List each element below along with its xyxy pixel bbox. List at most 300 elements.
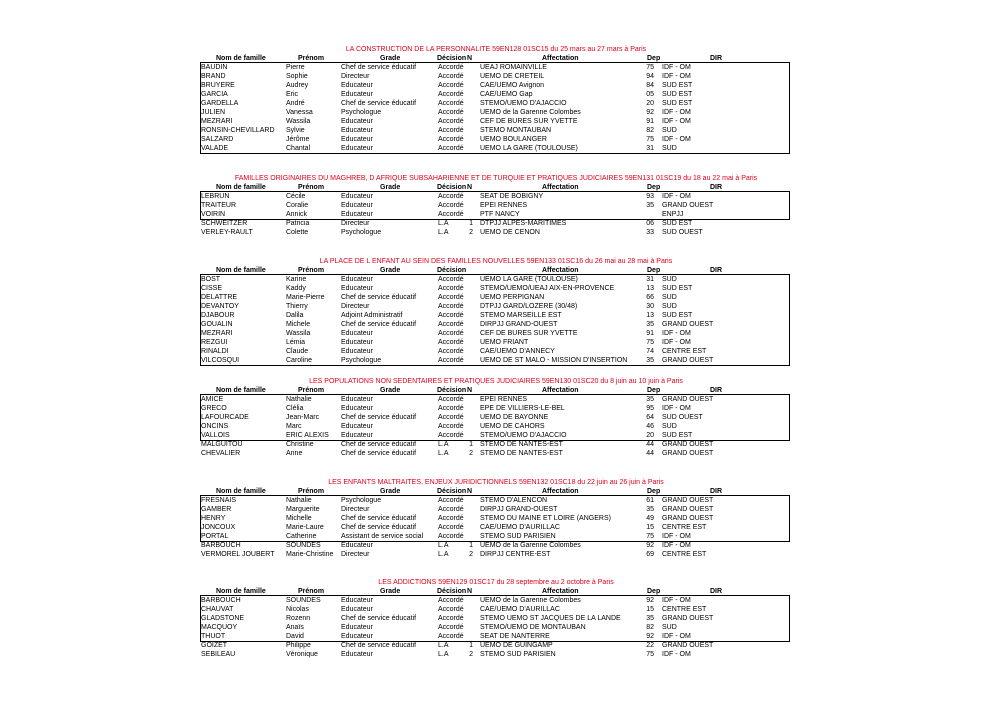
- decision: L.A: [438, 642, 449, 649]
- first-name: Caroline: [286, 357, 313, 364]
- participant-row: [0, 275, 992, 284]
- department: 22: [646, 642, 654, 649]
- last-name: GOUALIN: [201, 321, 233, 328]
- assignment: UEMO DE CRETEIL: [480, 73, 545, 80]
- assignment: SEAT DE NANTERRE: [480, 633, 550, 640]
- decision: L.A: [438, 441, 449, 448]
- last-name: LEBRUN: [201, 193, 230, 200]
- header-decision: Décision: [437, 588, 467, 595]
- header-last-name: Nom de famille: [216, 387, 266, 394]
- last-name: SCHWEITZER: [201, 220, 248, 227]
- department: 35: [646, 396, 654, 403]
- grade: Chef de service éducatif: [341, 450, 417, 457]
- department: 35: [646, 615, 654, 622]
- first-name: Sophie: [286, 73, 308, 80]
- first-name: Jérôme: [286, 136, 310, 143]
- assignment: UEMO DE GUINGAMP: [480, 642, 553, 649]
- header-decision: Décision: [437, 55, 467, 62]
- participant-row: [0, 201, 992, 210]
- directorate: CENTRE EST: [662, 524, 707, 531]
- last-name: BRAND: [201, 73, 226, 80]
- assignment: DIRPJJ GRAND-OUEST: [480, 506, 558, 513]
- assignment: STEMO D'ALENCON: [480, 497, 548, 504]
- directorate: CENTRE EST: [662, 348, 707, 355]
- department: 94: [646, 73, 654, 80]
- grade: Chef de service éducatif: [341, 441, 417, 448]
- grade: Directeur: [341, 303, 370, 310]
- decision: Accordé: [438, 276, 464, 283]
- last-name: GARDELLA: [201, 100, 239, 107]
- first-name: André: [286, 100, 305, 107]
- decision: Accordé: [438, 396, 464, 403]
- header-first-name: Prénom: [298, 488, 325, 495]
- waitlist-number: 2: [469, 450, 473, 457]
- header-assignment: Affectation: [542, 387, 579, 394]
- decision: Accordé: [438, 193, 464, 200]
- assignment: STEMO MARSEILLE EST: [480, 312, 562, 319]
- participant-row: [0, 514, 992, 523]
- first-name: Colette: [286, 229, 309, 236]
- decision: L.A: [438, 450, 449, 457]
- department: 75: [646, 64, 654, 71]
- participant-row: [0, 311, 992, 320]
- grade: Assistant de service social: [341, 533, 424, 540]
- decision: Accordé: [438, 515, 464, 522]
- participant-row: [0, 72, 992, 81]
- department: 13: [646, 312, 654, 319]
- assignment: UEMO de la Garenne Colombes: [480, 542, 581, 549]
- assignment: DTPJJ GARD/LOZERE (30/48): [480, 303, 578, 310]
- grade: Directeur: [341, 506, 370, 513]
- decision: Accordé: [438, 321, 464, 328]
- decision: Accordé: [438, 633, 464, 640]
- directorate: SUD: [662, 624, 677, 631]
- decision: Accordé: [438, 118, 464, 125]
- assignment: STEMO DE NANTES-EST: [480, 441, 563, 448]
- participant-row: [0, 108, 992, 117]
- waitlist-number: 1: [469, 542, 473, 549]
- participant-row: [0, 302, 992, 311]
- department: 74: [646, 348, 654, 355]
- grade: Educateur: [341, 606, 373, 613]
- section-title: LES POPULATIONS NON SEDENTAIRES ET PRATIQUES JUDICIAIRES 59EN130 01SC20 du 8 juin au 10 juin à Paris: [309, 378, 683, 385]
- assignment: CEF DE BURES SUR YVETTE: [480, 330, 578, 337]
- first-name: Dalila: [286, 312, 304, 319]
- header-decision: Décision: [437, 184, 467, 191]
- participant-row: [0, 90, 992, 99]
- last-name: VERMOREL JOUBERT: [201, 551, 275, 558]
- department: 75: [646, 136, 654, 143]
- header-assignment: Affectation: [542, 588, 579, 595]
- assignment: UEMO BOULANGER: [480, 136, 547, 143]
- last-name: CHEVALIER: [201, 450, 241, 457]
- first-name: Marie-Laure: [286, 524, 324, 531]
- grade: Chef de service éducatif: [341, 524, 417, 531]
- participant-row: [0, 395, 992, 404]
- directorate: SUD: [662, 423, 677, 430]
- participant-row: [0, 422, 992, 431]
- last-name: GRECO: [201, 405, 227, 412]
- header-assignment: Affectation: [542, 184, 579, 191]
- directorate: IDF - OM: [662, 330, 691, 337]
- department: 20: [646, 432, 654, 439]
- directorate: IDF - OM: [662, 533, 691, 540]
- grade: Adjoint Administratif: [341, 312, 403, 319]
- assignment: STEMO MONTAUBAN: [480, 127, 552, 134]
- last-name: DELATTRE: [201, 294, 238, 301]
- participant-row: [0, 117, 992, 126]
- decision: Accordé: [438, 497, 464, 504]
- last-name: JULIEN: [201, 109, 226, 116]
- first-name: Wassila: [286, 330, 311, 337]
- first-name: Rozenn: [286, 615, 311, 622]
- assignment: DTPJJ ALPES-MARITIMES: [480, 220, 567, 227]
- directorate: SUD: [662, 127, 677, 134]
- decision: Accordé: [438, 202, 464, 209]
- grade: Chef de service éducatif: [341, 515, 417, 522]
- waitlist-row: [0, 219, 992, 228]
- grade: Chef de service éducatif: [341, 100, 417, 107]
- department: 31: [646, 276, 654, 283]
- grade: Educateur: [341, 202, 373, 209]
- participant-row: [0, 144, 992, 153]
- department: 75: [646, 339, 654, 346]
- decision: L.A: [438, 551, 449, 558]
- header-grade: Grade: [380, 267, 401, 274]
- department: 69: [646, 551, 654, 558]
- department: 84: [646, 82, 654, 89]
- department: 15: [646, 606, 654, 613]
- directorate: IDF - OM: [662, 118, 691, 125]
- grade: Educateur: [341, 597, 373, 604]
- grade: Educateur: [341, 91, 373, 98]
- last-name: HENRY: [201, 515, 226, 522]
- last-name: CISSE: [201, 285, 223, 292]
- decision: Accordé: [438, 73, 464, 80]
- section-title: FAMILLES ORIGINAIRES DU MAGHREB, D AFRIQUE SUBSAHARIENNE ET DE TURQUIE ET PRATIQUES JUDICIAIRES 59EN131 01SC19 du 18 au 22 mai à Paris: [234, 175, 758, 182]
- grade: Educateur: [341, 276, 373, 283]
- first-name: Marie-Christine: [286, 551, 334, 558]
- first-name: Vanessa: [286, 109, 313, 116]
- first-name: Lémia: [286, 339, 306, 346]
- department: 92: [646, 597, 654, 604]
- department: 95: [646, 405, 654, 412]
- header-last-name: Nom de famille: [216, 588, 266, 595]
- last-name: JONCOUX: [201, 524, 236, 531]
- directorate: SUD: [662, 276, 677, 283]
- directorate: IDF - OM: [662, 64, 691, 71]
- first-name: Wassila: [286, 118, 311, 125]
- directorate: IDF - OM: [662, 109, 691, 116]
- assignment: UEAJ ROMAINVILLE: [480, 64, 547, 71]
- directorate: GRAND OUEST: [662, 321, 714, 328]
- participant-row: [0, 293, 992, 302]
- grade: Educateur: [341, 136, 373, 143]
- header-first-name: Prénom: [298, 184, 325, 191]
- last-name: CHAUVAT: [201, 606, 234, 613]
- header-assignment: Affectation: [542, 488, 579, 495]
- header-directorate: DIR: [710, 184, 723, 191]
- last-name: MEZRARI: [201, 330, 233, 337]
- decision: Accordé: [438, 303, 464, 310]
- assignment: STEMO/UEMO D'AJACCIO: [480, 100, 567, 107]
- first-name: Marie-Pierre: [286, 294, 325, 301]
- assignment: STEMO UEMO ST JACQUES DE LA LANDE: [480, 615, 621, 622]
- directorate: SUD: [662, 145, 677, 152]
- grade: Educateur: [341, 193, 373, 200]
- department: 35: [646, 321, 654, 328]
- grade: Educateur: [341, 405, 373, 412]
- decision: Accordé: [438, 597, 464, 604]
- directorate: IDF - OM: [662, 542, 691, 549]
- assignment: STEMO/UEMO D'AJACCIO: [480, 432, 567, 439]
- grade: Chef de service éducatif: [341, 642, 417, 649]
- decision: L.A: [438, 220, 449, 227]
- first-name: Coralie: [286, 202, 309, 209]
- decision: Accordé: [438, 82, 464, 89]
- department: 20: [646, 100, 654, 107]
- last-name: SALZARD: [201, 136, 234, 143]
- decision: Accordé: [438, 109, 464, 116]
- department: 46: [646, 423, 654, 430]
- header-assignment: Affectation: [542, 267, 579, 274]
- decision: Accordé: [438, 64, 464, 71]
- directorate: GRAND OUEST: [662, 615, 714, 622]
- first-name: Patricia: [286, 220, 310, 227]
- assignment: UEMO de la Garenne Colombes: [480, 109, 581, 116]
- directorate: IDF - OM: [662, 136, 691, 143]
- assignment: UEMO de la Garenne Colombes: [480, 597, 581, 604]
- assignment: CAE/UEMO Avignon: [480, 82, 545, 89]
- first-name: Nathalie: [286, 396, 312, 403]
- department: 75: [646, 651, 654, 658]
- directorate: IDF - OM: [662, 73, 691, 80]
- header-department: Dep: [647, 387, 661, 394]
- assignment: UEMO DE CENON: [480, 229, 540, 236]
- directorate: ENPJJ: [662, 211, 684, 218]
- participant-row: [0, 596, 992, 605]
- first-name: Marguerite: [286, 506, 320, 513]
- last-name: BAUDIN: [201, 64, 228, 71]
- waitlist-row: [0, 641, 992, 650]
- department: 13: [646, 285, 654, 292]
- first-name: Karine: [286, 276, 307, 283]
- decision: Accordé: [438, 100, 464, 107]
- grade: Chef de service éducatif: [341, 294, 417, 301]
- participant-row: [0, 320, 992, 329]
- last-name: SEBILEAU: [201, 651, 236, 658]
- participant-row: [0, 284, 992, 293]
- directorate: SUD EST: [662, 91, 693, 98]
- directorate: SUD: [662, 294, 677, 301]
- decision: Accordé: [438, 145, 464, 152]
- department: 82: [646, 624, 654, 631]
- decision: Accordé: [438, 606, 464, 613]
- header-last-name: Nom de famille: [216, 488, 266, 495]
- department: 91: [646, 118, 654, 125]
- header-grade: Grade: [380, 488, 401, 495]
- waitlist-number: 2: [469, 651, 473, 658]
- participant-row: [0, 347, 992, 356]
- waitlist-number: 2: [469, 551, 473, 558]
- last-name: ONCINS: [201, 423, 229, 430]
- header-first-name: Prénom: [298, 387, 325, 394]
- assignment: UEMO PERPIGNAN: [480, 294, 545, 301]
- grade: Educateur: [341, 145, 373, 152]
- last-name: MALGUITOU: [201, 441, 243, 448]
- header-first-name: Prénom: [298, 55, 325, 62]
- first-name: Philippe: [286, 642, 311, 649]
- participant-row: [0, 532, 992, 541]
- department: 66: [646, 294, 654, 301]
- directorate: GRAND OUEST: [662, 450, 714, 457]
- decision: Accordé: [438, 127, 464, 134]
- first-name: Audrey: [286, 82, 309, 89]
- assignment: SEAT DE BOBIGNY: [480, 193, 544, 200]
- department: 92: [646, 109, 654, 116]
- grade: Educateur: [341, 330, 373, 337]
- participant-row: [0, 126, 992, 135]
- directorate: CENTRE EST: [662, 606, 707, 613]
- first-name: Clélia: [286, 405, 304, 412]
- decision: Accordé: [438, 348, 464, 355]
- directorate: SUD EST: [662, 285, 693, 292]
- participant-row: [0, 632, 992, 641]
- waitlist-row: [0, 228, 992, 237]
- last-name: FRESNAIS: [201, 497, 237, 504]
- department: 35: [646, 357, 654, 364]
- first-name: Catherine: [286, 533, 317, 540]
- assignment: UEMO FRIANT: [480, 339, 529, 346]
- participant-row: [0, 431, 992, 440]
- directorate: IDF - OM: [662, 405, 691, 412]
- decision: Accordé: [438, 285, 464, 292]
- first-name: Nathalie: [286, 497, 312, 504]
- last-name: MEZRARI: [201, 118, 233, 125]
- header-directorate: DIR: [710, 55, 723, 62]
- header-first-name: Prénom: [298, 588, 325, 595]
- directorate: GRAND OUEST: [662, 506, 714, 513]
- last-name: GLADSTONE: [201, 615, 245, 622]
- last-name: AMICE: [201, 396, 224, 403]
- grade: Educateur: [341, 339, 373, 346]
- participant-row: [0, 505, 992, 514]
- grade: Educateur: [341, 82, 373, 89]
- last-name: RONSIN-CHEVILLARD: [201, 127, 275, 134]
- grade: Educateur: [341, 348, 373, 355]
- participant-row: [0, 356, 992, 365]
- assignment: EPEI RENNES: [480, 396, 528, 403]
- department: 92: [646, 633, 654, 640]
- assignment: UEMO LA GARE (TOULOUSE): [480, 145, 578, 152]
- directorate: SUD EST: [662, 82, 693, 89]
- assignment: CAE/UEMO D'ANNECY: [480, 348, 555, 355]
- decision: Accordé: [438, 357, 464, 364]
- decision: Accordé: [438, 615, 464, 622]
- first-name: David: [286, 633, 304, 640]
- directorate: GRAND OUEST: [662, 357, 714, 364]
- last-name: VILCOSQUI: [201, 357, 240, 364]
- directorate: IDF - OM: [662, 651, 691, 658]
- last-name: BRUYERE: [201, 82, 235, 89]
- header-directorate: DIR: [710, 588, 723, 595]
- department: 92: [646, 542, 654, 549]
- decision: L.A: [438, 542, 449, 549]
- decision: Accordé: [438, 91, 464, 98]
- department: 64: [646, 414, 654, 421]
- header-directorate: DIR: [710, 267, 723, 274]
- directorate: SUD EST: [662, 432, 693, 439]
- decision: Accordé: [438, 312, 464, 319]
- department: 61: [646, 497, 654, 504]
- department: 35: [646, 506, 654, 513]
- decision: L.A: [438, 651, 449, 658]
- directorate: IDF - OM: [662, 339, 691, 346]
- directorate: IDF - OM: [662, 597, 691, 604]
- first-name: SOUNDES: [286, 542, 321, 549]
- header-decision: Décision: [437, 488, 467, 495]
- department: 82: [646, 127, 654, 134]
- directorate: SUD EST: [662, 312, 693, 319]
- first-name: Cécile: [286, 193, 306, 200]
- participant-row: [0, 210, 992, 219]
- assignment: CEF DE BURES SUR YVETTE: [480, 118, 578, 125]
- first-name: Christine: [286, 441, 314, 448]
- last-name: DEVANTOY: [201, 303, 239, 310]
- waitlist-row: [0, 541, 992, 550]
- assignment: UEMO LA GARE (TOULOUSE): [480, 276, 578, 283]
- header-decision: Décision: [437, 267, 467, 274]
- grade: Educateur: [341, 396, 373, 403]
- last-name: BARBOUCH: [201, 597, 241, 604]
- last-name: VOIRIN: [201, 211, 226, 218]
- assignment: STEMO DU MAINE ET LOIRE (ANGERS): [480, 515, 611, 522]
- participant-row: [0, 135, 992, 144]
- header-last-name: Nom de famille: [216, 55, 266, 62]
- header-department: Dep: [647, 55, 661, 62]
- header-last-name: Nom de famille: [216, 184, 266, 191]
- department: 44: [646, 450, 654, 457]
- decision: Accordé: [438, 211, 464, 218]
- directorate: SUD OUEST: [662, 229, 703, 236]
- header-grade: Grade: [380, 55, 401, 62]
- assignment: UEMO DE CAHORS: [480, 423, 545, 430]
- grade: Psychologue: [341, 497, 382, 504]
- waitlist-row: [0, 449, 992, 458]
- assignment: DIRPJJ GRAND-OUEST: [480, 321, 558, 328]
- header-department: Dep: [647, 184, 661, 191]
- participant-row: [0, 623, 992, 632]
- department: 91: [646, 330, 654, 337]
- grade: Educateur: [341, 423, 373, 430]
- directorate: GRAND OUEST: [662, 515, 714, 522]
- waitlist-number: 1: [469, 642, 473, 649]
- participant-row: [0, 329, 992, 338]
- directorate: CENTRE EST: [662, 551, 707, 558]
- decision: Accordé: [438, 294, 464, 301]
- directorate: SUD: [662, 303, 677, 310]
- header-grade: Grade: [380, 184, 401, 191]
- participant-row: [0, 496, 992, 505]
- last-name: RINALDI: [201, 348, 229, 355]
- assignment: EPEI RENNES: [480, 202, 528, 209]
- assignment: CAE/UEMO D'AURILLAC: [480, 524, 560, 531]
- header-waitlist-number: N: [467, 184, 473, 191]
- assignment: UEMO DE ST MALO - MISSION D'INSERTION: [480, 357, 628, 364]
- first-name: Nicolas: [286, 606, 309, 613]
- first-name: Michelle: [286, 515, 312, 522]
- last-name: BOST: [201, 276, 221, 283]
